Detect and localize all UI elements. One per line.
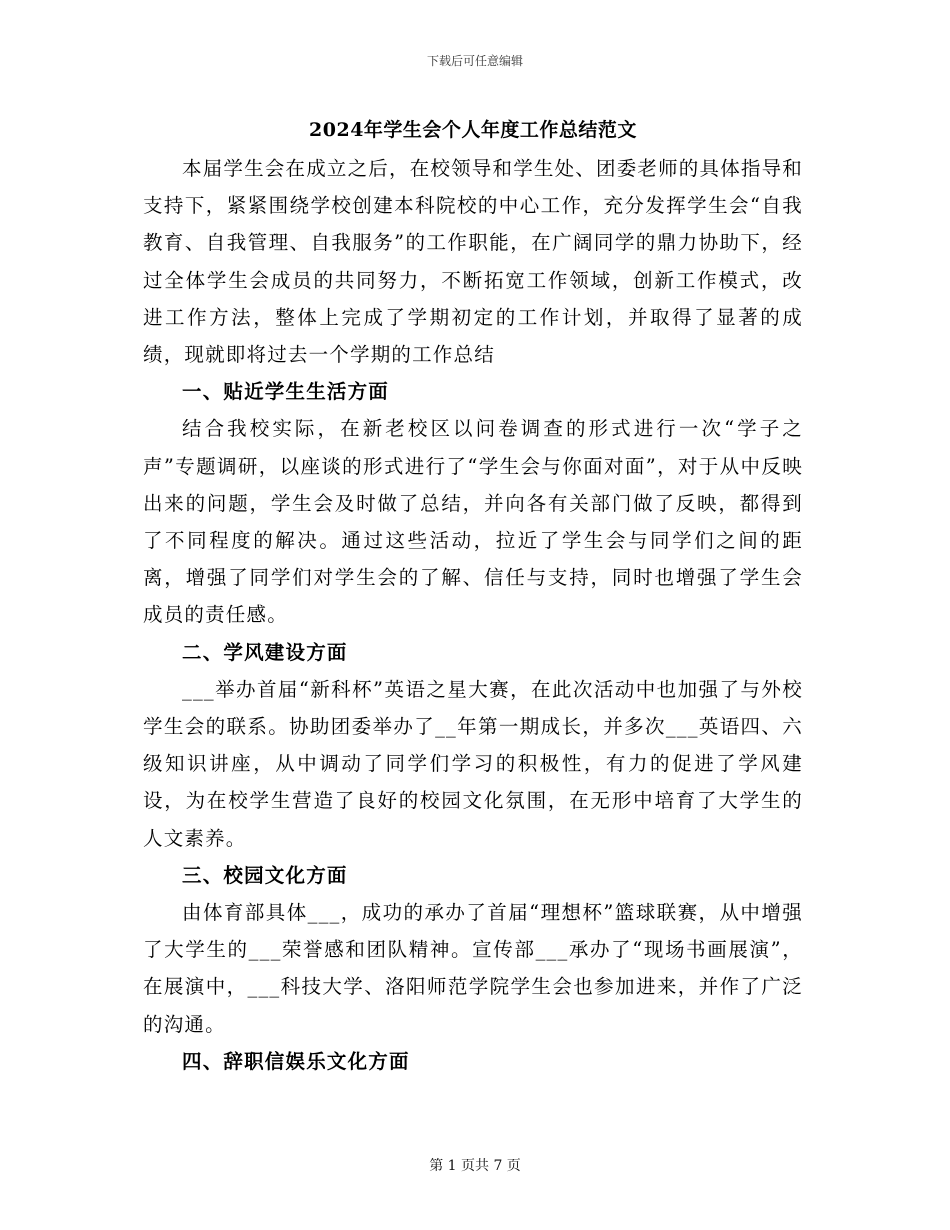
section-heading-3: 三、校园文化方面: [182, 863, 348, 887]
section-body-1: 结合我校实际，在新老校区以问卷调查的形式进行一次“学子之声”专题调研，以座谈的形式进行了“学生会与你面对面”，对于从中反映出来的问题，学生会及时做了总结，并向各有关部门做了反映，都得到了不同程度的解决。通过这些活动，拉近了学生会与同学们之间的距离，增强了同学们对学生会的了解、信任与支持，同时也增强了学生会成员的责任感。: [143, 417, 803, 627]
section-heading-2: 二、学风建设方面: [182, 640, 348, 664]
document-body: [143, 112, 803, 1080]
section-heading-1: 一、贴近学生生活方面: [182, 380, 390, 404]
page-number: 第 1 页共 7 页: [429, 1158, 521, 1174]
section-body-2: ___举办首届“新科杯”英语之星大赛，在此次活动中也加强了与外校学生会的联系。协助团委举办了__年第一期成长，并多次___英语四、六级知识讲座，从中调动了同学们学习的积极性，有力的促进了学风建设，为在校学生营造了良好的校园文化氛围，在无形中培育了大学生的人文素养。: [143, 677, 803, 850]
section-body-3: 由体育部具体___，成功的承办了首届“理想杯”篮球联赛，从中增强了大学生的___荣誉感和团队精神。宣传部___承办了“现场书画展演”，在展演中，___科技大学、洛阳师范学院学生会也参加进来，并作了广泛的沟通。: [143, 901, 803, 1036]
header-note: 下载后可任意编辑: [426, 54, 523, 68]
section-heading-4: 四、辞职信娱乐文化方面: [182, 1049, 410, 1073]
document-title: 2024年学生会个人年度工作总结范文: [309, 119, 637, 141]
intro-paragraph: 本届学生会在成立之后，在校领导和学生处、团委老师的具体指导和支持下，紧紧围绕学校创建本科院校的中心工作，充分发挥学生会“自我教育、自我管理、自我服务”的工作职能，在广阔同学的鼎力协助下，经过全体学生会成员的共同努力，不断拓宽工作领域，创新工作模式，改进工作方法，整体上完成了学期初定的工作计划，并取得了显著的成绩，现就即将过去一个学期的工作总结: [143, 157, 804, 367]
